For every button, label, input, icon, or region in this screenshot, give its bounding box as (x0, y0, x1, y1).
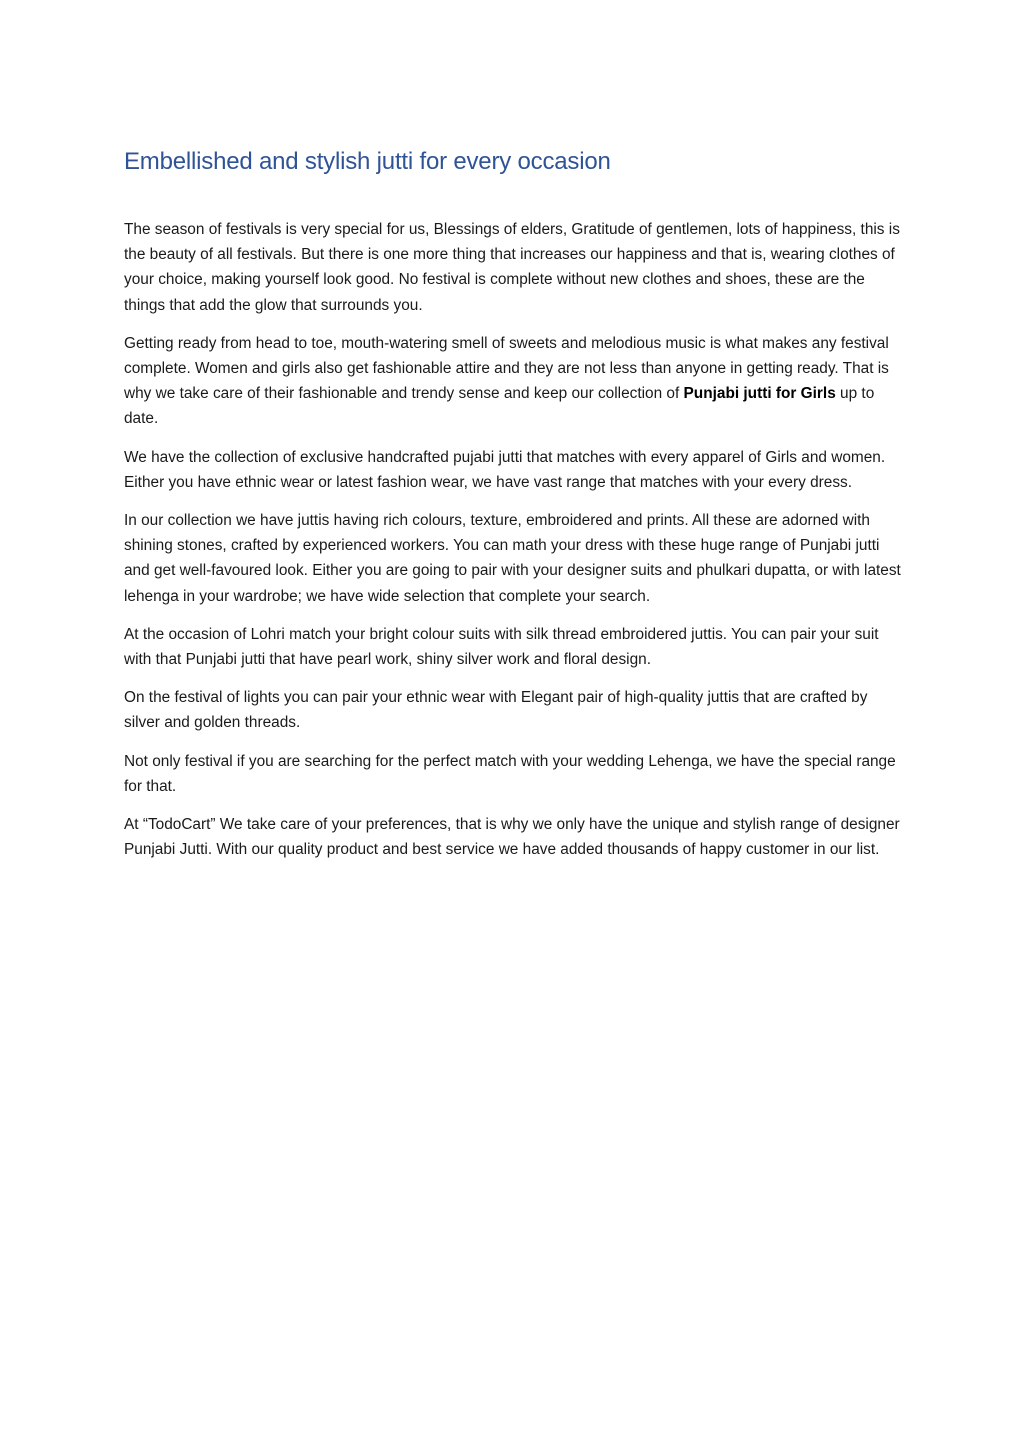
paragraph-handcrafted-collection: We have the collection of exclusive handcrafted pujabi jutti that matches with every apparel of Girls and women. Either you have ethnic wear or latest fashion wear, we have vast range that matches with your every dress. (124, 448, 886, 491)
paragraph-todocart: At “TodoCart” We take care of your preferences, that is why we only have the unique and stylish range of designer Punjabi Jutti. With our quality product and best service we have added thousands of happy customer in our list. (124, 816, 900, 859)
document-title: Embellished and stylish jutti for every occasion (124, 148, 611, 175)
paragraph-getting-ready-end: up to date. (124, 385, 875, 428)
paragraph-wedding-lehenga: Not only festival if you are searching for the perfect match with your wedding Lehenga, we have the special range for that. (124, 752, 896, 795)
paragraph-getting-ready-text: Getting ready from head to toe, mouth-watering smell of sweets and melodious music is what makes any festival complete. Women and girls also get fashionable attire and they are not less than anyone in getting ready. That is why we take care of their fashionable and trendy sense and keep our collection of (124, 334, 889, 403)
paragraph-getting-ready (124, 331, 904, 432)
highlight-punjabi-jutti-for-girls: Punjabi jutti for Girls (683, 385, 836, 403)
document-content (124, 143, 904, 875)
paragraph-festival-season: The season of festivals is very special for us, Blessings of elders, Gratitude of gentlemen, lots of happiness, this is the beauty of all festivals. But there is one more thing that increases our happiness and that is, wearing clothes of your choice, making yourself look good. No festival is complete without new clothes and shoes, these are the things that add the glow that surrounds you. (124, 221, 900, 314)
paragraph-rich-colours: In our collection we have juttis having rich colours, texture, embroidered and prints. All these are adorned with shining stones, crafted by experienced workers. You can math your dress with these huge range of Punjabi jutti and get well-favoured look. Either you are going to pair with your designer suits and phulkari dupatta, or with latest lehenga in your wardrobe; we have wide selection that complete your search. (124, 512, 901, 605)
paragraph-festival-of-lights: On the festival of lights you can pair your ethnic wear with Elegant pair of high-quality juttis that are crafted by silver and golden threads. (124, 689, 868, 732)
paragraph-lohri: At the occasion of Lohri match your bright colour suits with silk thread embroidered juttis. You can pair your suit with that Punjabi jutti that have pearl work, shiny silver work and floral design. (124, 625, 879, 669)
document-body (124, 217, 904, 862)
